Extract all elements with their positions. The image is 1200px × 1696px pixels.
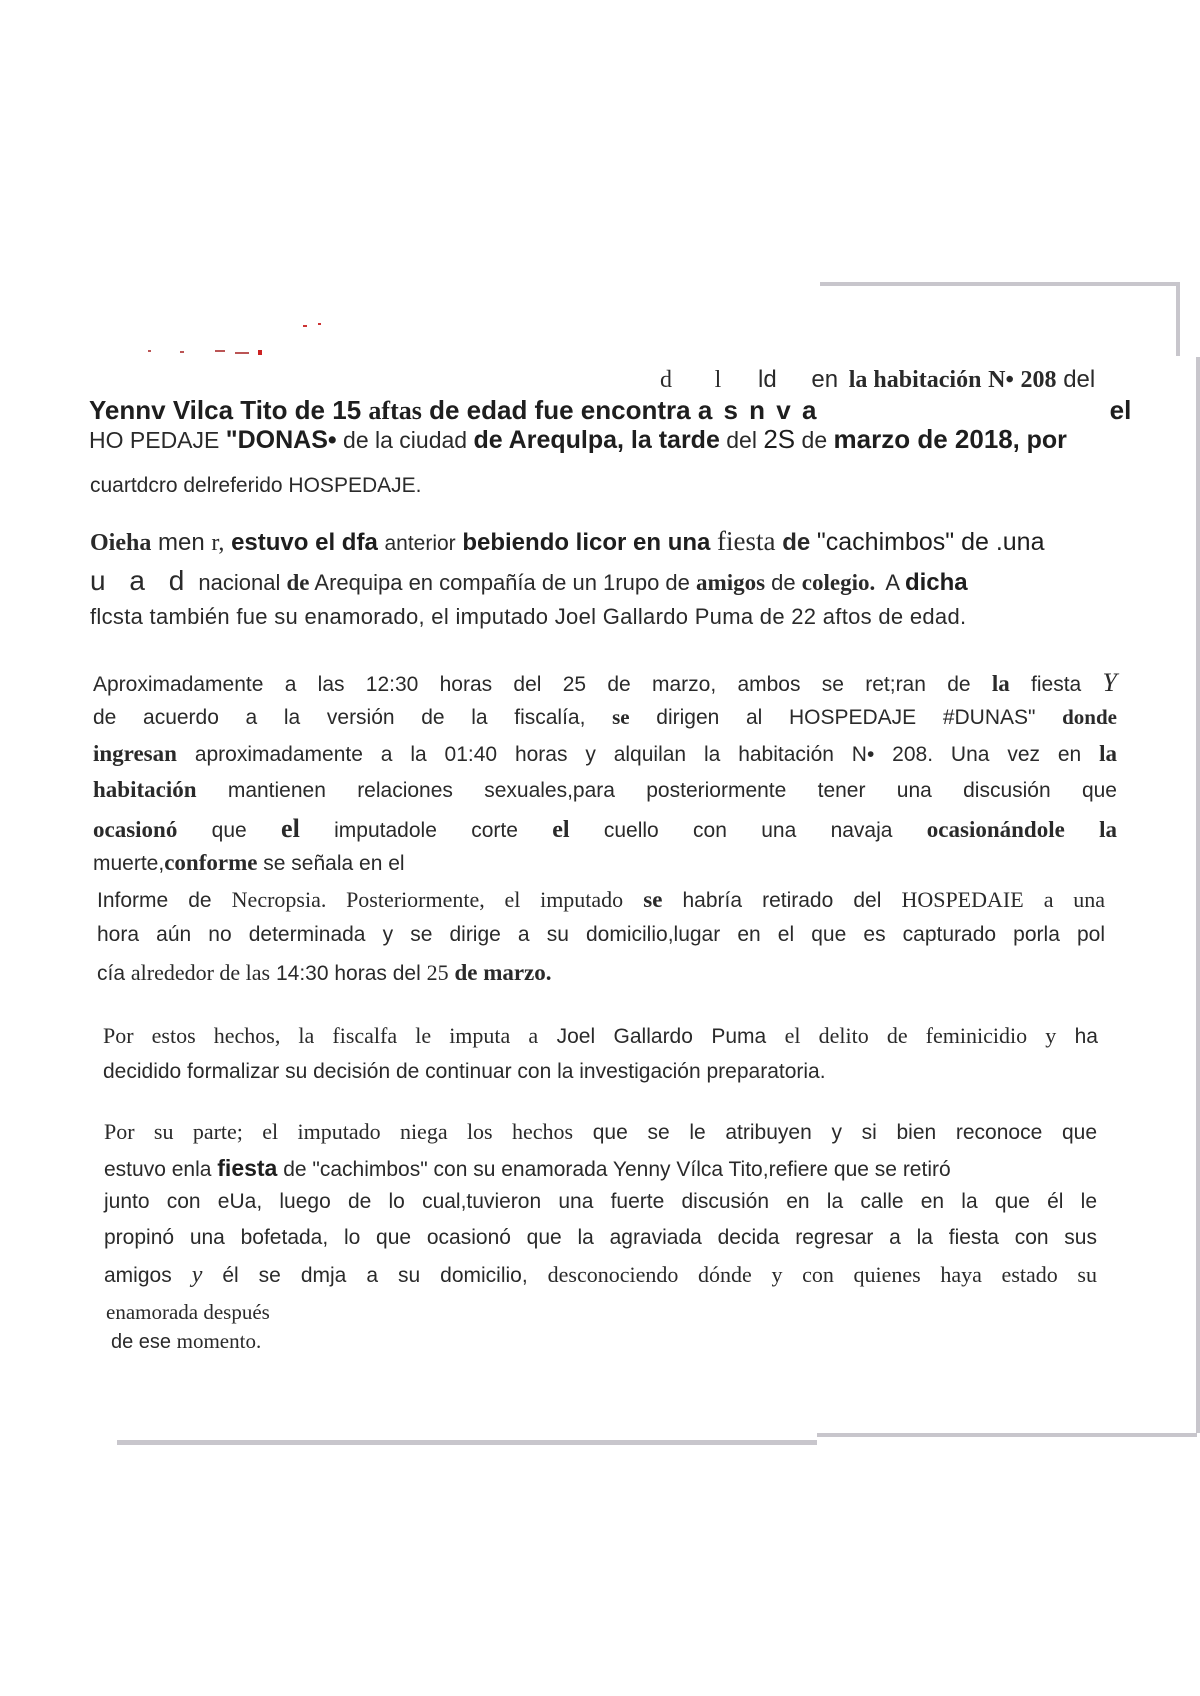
p5-line-1: Por su parte; el imputado niega los hechos que se le atribuyen y si bien reconoce que — [104, 1119, 1097, 1144]
p5-line-5: amigos y él se dmja a su domicilio, desconociendo dónde y con quienes haya estado su — [104, 1262, 1097, 1288]
p5-line-3: junto con eUa, luego de lo cual,tuvieron una fuerte discusión en la calle en la que él le — [104, 1190, 1097, 1213]
p5-line-6: enamorada después — [106, 1300, 270, 1324]
p1-line-2: Yennv Vilca Tito de 15 aftas de edad fue encontra a s n v a el — [89, 395, 1132, 425]
p1-line-1: d l ld en la habitación N• 208 del — [660, 366, 1096, 393]
p2-line-3: flcsta también fue su enamorado, el imputado Joel Gallardo Puma de 22 aftos de edad. — [90, 604, 967, 629]
p3-line-2: de acuerdo a la versión de la fiscalía, se dirigen al HOSPEDAJE #DUNAS" donde — [93, 705, 1117, 729]
p3-line-7: Informe de Necropsia. Posteriormente, el imputado se habría retirado del HOSPEDAIE a una — [97, 887, 1105, 912]
p1-line-4: cuartdcro delreferido HOSPEDAJE. — [90, 474, 422, 497]
p2-line-1: Oieha men r, estuvo el dfa anterior bebiendo licor en una fiesta de "cachimbos" de .una — [90, 526, 1045, 556]
p3-line-9: cía alrededor de las 14:30 horas del 25 de marzo. — [97, 960, 552, 985]
frame-line-top — [820, 282, 1180, 286]
p3-line-8: hora aún no determinada y se dirige a su domicilio,lugar en el que es capturado porla pol — [97, 923, 1105, 946]
p5-line-4: propinó una bofetada, lo que ocasionó que la agraviada decida regresar a la fiesta con sus — [104, 1226, 1097, 1249]
p3-line-5: ocasionó que el imputadole corte el cuello con una navaja ocasionándole la — [93, 814, 1118, 843]
p3-line-4: habitación mantienen relaciones sexuales,para posteriormente tener una discusión que — [93, 777, 1117, 802]
frame-line-right-upper — [1176, 282, 1180, 356]
p2-line-2: u a d nacional de Arequipa en compañía de un 1rupo de amigos de colegio. A dicha — [90, 565, 968, 596]
p5-line-2: estuvo enla fiesta de "cachimbos" con su enamorada Yenny Vílca Tito,refiere que se retiró — [104, 1155, 951, 1181]
p5-line-7: de ese momento. — [111, 1329, 262, 1353]
p1-line-3: HO PEDAJE "DONAS• de la ciudad de Arequlpa, la tarde del 2S de marzo de 2018, por — [89, 424, 1067, 454]
p3-line-3: ingresan aproximadamente a la 01:40 horas y alquilan la habitación N• 208. Una vez en la — [93, 741, 1117, 766]
p4-line-2: decidido formalizar su decisión de continuar con la investigación preparatoria. — [103, 1060, 826, 1083]
frame-line-bottom — [117, 1440, 817, 1445]
frame-line-bottom-right — [817, 1433, 1197, 1437]
p3-line-1: Aproximadamente a las 12:30 horas del 25 de marzo, ambos se ret;ran de la fiesta Y — [93, 668, 1117, 697]
frame-line-right — [1196, 357, 1200, 1433]
p4-line-1: Por estos hechos, la fiscalfa le imputa a Joel Gallardo Puma el delito de feminicidio y ha — [103, 1023, 1098, 1048]
p3-line-6: muerte,conforme se señala en el — [93, 850, 405, 875]
